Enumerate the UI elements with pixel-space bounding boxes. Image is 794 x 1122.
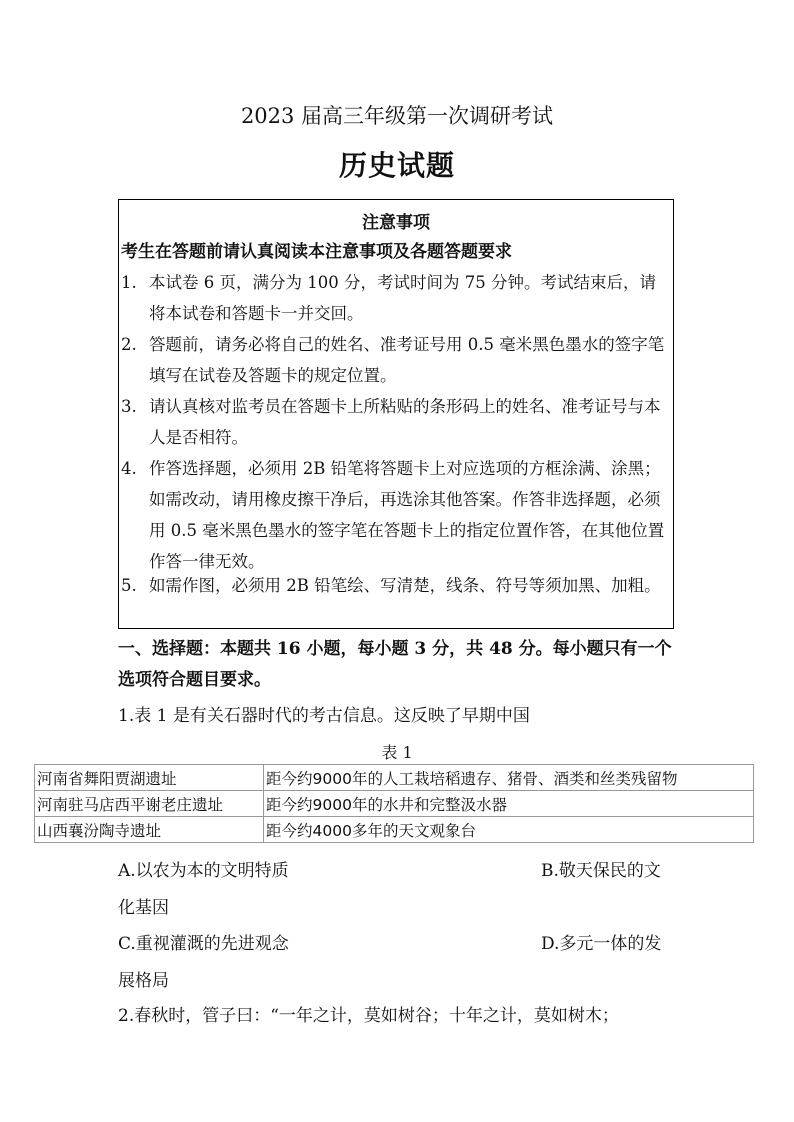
- notice-item-number: 1.: [121, 273, 137, 292]
- notice-item-number: 5.: [121, 576, 137, 595]
- table-cell-finding: 距今约9000年的人工栽培稻遗存、猪骨、酒类和丝类残留物: [264, 765, 754, 791]
- exam-title: 2023 届高三年级第一次调研考试: [240, 104, 554, 128]
- notice-item-text: 请认真核对监考员在答题卡上所粘贴的条形码上的姓名、准考证号与本人是否相符。: [149, 397, 661, 447]
- subject-title: 历史试题: [338, 149, 455, 182]
- notice-item-4: [121, 453, 671, 577]
- question-1-stem: 1.表 1 是有关石器时代的考古信息。这反映了早期中国: [118, 706, 530, 726]
- table-cell-finding: 距今约4000多年的天文观象台: [264, 817, 754, 843]
- question-2-stem: 2.春秋时，管子曰：“一年之计，莫如树谷；十年之计，莫如树木；: [118, 1006, 619, 1026]
- table-row: [35, 817, 754, 843]
- notice-item-5: [121, 570, 671, 601]
- notice-lead: 考生在答题前请认真阅读本注意事项及各题答题要求: [121, 242, 512, 262]
- option-c: C.重视灌溉的先进观念: [118, 934, 289, 954]
- option-d: D.多元一体的发: [541, 934, 662, 954]
- table-cell-site: 河南省舞阳贾湖遗址: [35, 765, 264, 791]
- table-row: [35, 791, 754, 817]
- table-cell-site: 山西襄汾陶寺遗址: [35, 817, 264, 843]
- notice-title: 注意事项: [362, 213, 430, 233]
- option-d-wrap: 展格局: [118, 971, 169, 991]
- table-cell-finding: 距今约9000年的水井和完整汲水器: [264, 791, 754, 817]
- notice-item-number: 4.: [121, 459, 137, 478]
- table-row: [35, 765, 754, 791]
- notice-item-text: 本试卷 6 页，满分为 100 分，考试时间为 75 分钟。考试结束后，请将本试卷和答题卡一并交回。: [149, 273, 656, 323]
- notice-item-2: [121, 329, 671, 391]
- notice-item-number: 2.: [121, 335, 137, 354]
- table-cell-site: 河南驻马店西平谢老庄遗址: [35, 791, 264, 817]
- option-b-wrap: 化基因: [118, 898, 169, 918]
- section-heading: 一、选择题：本题共 16 小题，每小题 3 分，共 48 分。每小题只有一个选项符合题目要求。: [118, 639, 672, 690]
- notice-item-text: 答题前，请务必将自己的姓名、准考证号用 0.5 毫米黑色墨水的签字笔填写在试卷及答题卡的规定位置。: [149, 335, 665, 385]
- notice-item-3: [121, 391, 671, 453]
- notice-item-text: 作答选择题，必须用 2B 铅笔将答题卡上对应选项的方框涂满、涂黑；如需改动，请用橡皮擦干净后，再选涂其他答案。作答非选择题，必须用 0.5 毫米黑色墨水的签字笔在答题卡上的指定位置作答，在其他位置作答一律无效。: [149, 459, 665, 571]
- notice-item-text: 如需作图，必须用 2B 铅笔绘、写清楚，线条、符号等须加黑、加粗。: [149, 576, 661, 595]
- notice-item-number: 3.: [121, 397, 137, 416]
- archaeology-table: [34, 764, 754, 843]
- notice-item-1: [121, 267, 671, 329]
- notice-box: [118, 199, 674, 629]
- table-caption: 表 1: [381, 743, 413, 762]
- option-b: B.敬天保民的文: [541, 861, 661, 881]
- option-a: A.以农为本的文明特质: [118, 861, 289, 881]
